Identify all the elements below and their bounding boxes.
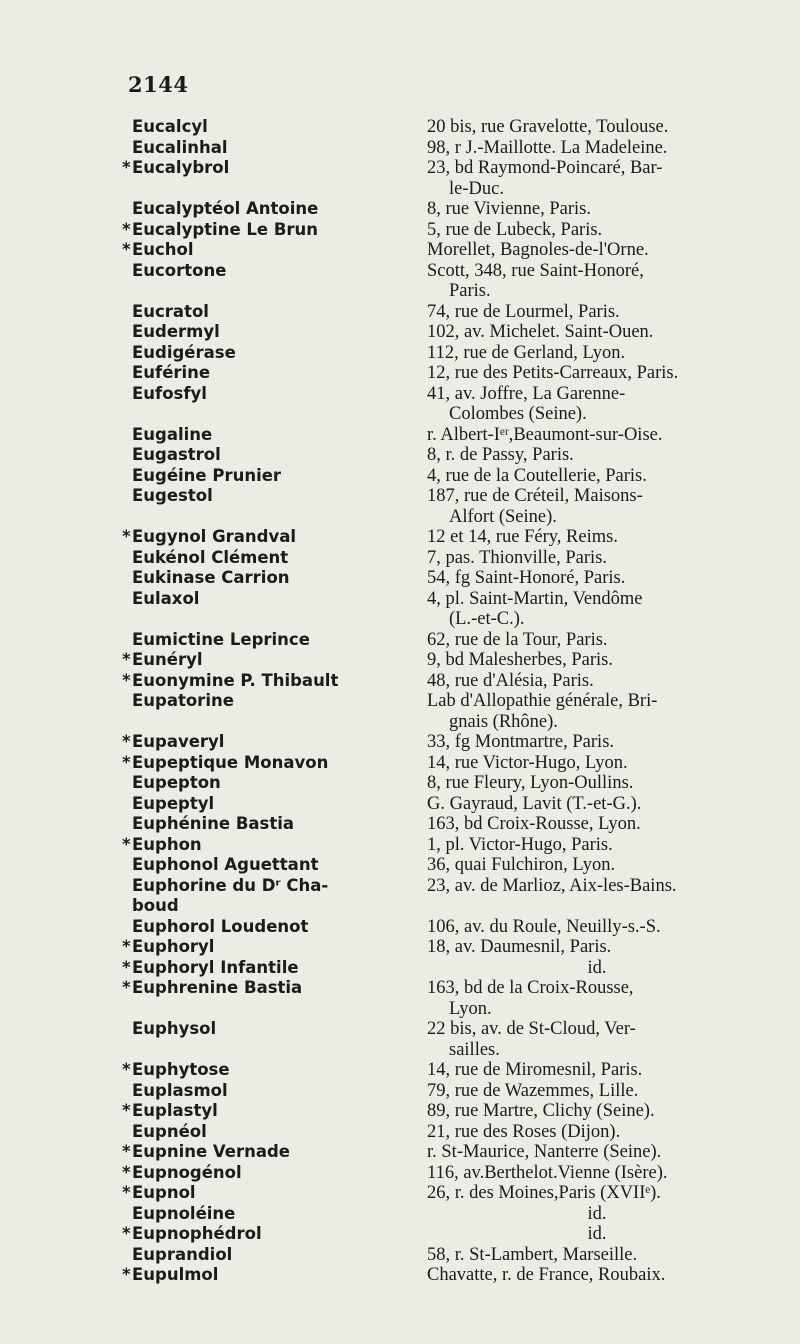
entry-address — [427, 220, 767, 241]
entry-address — [427, 732, 767, 753]
entry-address-continuation: le-Duc. — [449, 178, 504, 199]
entry-address — [427, 1081, 767, 1102]
entry-address-text: 20 bis, rue Gravelotte, Toulouse. — [427, 117, 669, 137]
list-item — [120, 445, 780, 466]
entry-name — [120, 1060, 427, 1081]
entry-name — [120, 117, 427, 138]
entry-address — [427, 199, 767, 220]
list-item — [120, 876, 780, 917]
entry-list — [120, 117, 780, 1286]
entry-name-text: Eumictine Leprince — [132, 629, 310, 649]
list-item — [120, 486, 780, 527]
entry-name — [120, 794, 427, 815]
entry-address-text: id. — [587, 1203, 607, 1224]
entry-name — [120, 1265, 427, 1286]
entry-address — [427, 978, 767, 1019]
entry-name — [120, 958, 427, 979]
entry-name-continuation: boud — [132, 896, 179, 915]
entry-name — [120, 917, 427, 938]
entry-address-continuation: Lyon. — [449, 998, 492, 1019]
entry-address-text: 187, rue de Créteil, Maisons- — [427, 486, 643, 506]
entry-name-text: Eukénol Clément — [132, 547, 289, 567]
entry-address-text: Scott, 348, rue Saint-Honoré, — [427, 260, 644, 281]
entry-address-text: 98, r J.-Maillotte. La Madeleine. — [427, 137, 668, 158]
list-item — [120, 1122, 780, 1143]
entry-name — [120, 1081, 427, 1102]
entry-name-text: Eudermyl — [132, 322, 220, 341]
list-item — [120, 1081, 780, 1102]
entry-name-text: Euplasmol — [132, 1080, 228, 1100]
list-item — [120, 158, 780, 199]
entry-address-text: r. St-Maurice, Nanterre (Seine). — [427, 1142, 662, 1162]
entry-address-text: 14, rue Victor-Hugo, Lyon. — [427, 752, 628, 773]
entry-address-text: 48, rue d'Alésia, Paris. — [427, 670, 594, 691]
entry-name-text: Eucalyptine Le Brun — [132, 219, 319, 239]
list-item — [120, 220, 780, 241]
entry-name-text: Eugastrol — [132, 445, 221, 464]
entry-address-text: 8, rue Fleury, Lyon-Oullins. — [427, 773, 634, 793]
entry-name-text: Eupnoléine — [132, 1203, 236, 1223]
entry-name — [120, 876, 427, 917]
entry-name — [120, 363, 427, 384]
entry-name-text: Eupnogénol — [132, 1162, 242, 1182]
list-item — [120, 835, 780, 856]
entry-address — [427, 1245, 767, 1266]
entry-address — [427, 384, 767, 425]
entry-name-text: Eucalybrol — [132, 158, 230, 177]
list-item — [120, 199, 780, 220]
entry-name-text: Euphytose — [132, 1060, 230, 1079]
entry-name-text: Eudigérase — [132, 342, 236, 362]
entry-address-text: 62, rue de la Tour, Paris. — [427, 629, 608, 650]
entry-address — [427, 158, 767, 199]
list-item — [120, 425, 780, 446]
entry-address — [427, 814, 767, 835]
entry-address-text: 79, rue de Wazemmes, Lille. — [427, 1080, 639, 1101]
entry-name — [120, 1183, 427, 1204]
entry-address-text: 89, rue Martre, Clichy (Seine). — [427, 1101, 655, 1121]
entry-address — [427, 589, 767, 630]
entry-address-text: 163, bd de la Croix-Rousse, — [427, 978, 634, 998]
list-item — [120, 527, 780, 548]
entry-name-text: Eukinase Carrion — [132, 568, 290, 587]
entry-address — [427, 1060, 767, 1081]
list-item — [120, 671, 780, 692]
entry-address-text: 106, av. du Roule, Neuilly-s.-S. — [427, 916, 661, 937]
entry-address-text: 8, rue Vivienne, Paris. — [427, 199, 591, 219]
entry-address-text: 12 et 14, rue Féry, Reims. — [427, 527, 618, 547]
list-item — [120, 261, 780, 302]
entry-address — [427, 630, 767, 651]
entry-address-text: 12, rue des Petits-Carreaux, Paris. — [427, 363, 679, 383]
entry-name-text: Eucalcyl — [132, 117, 208, 136]
entry-name — [120, 527, 427, 548]
list-item — [120, 589, 780, 630]
list-item — [120, 1245, 780, 1266]
entry-name — [120, 1019, 427, 1040]
list-item — [120, 937, 780, 958]
entry-address — [427, 1163, 767, 1184]
entry-address — [427, 486, 767, 527]
entry-name — [120, 1204, 427, 1225]
entry-address — [427, 835, 767, 856]
entry-address-text: 41, av. Joffre, La Garenne- — [427, 383, 626, 404]
entry-name-text: Eugestol — [132, 486, 213, 505]
entry-name-text: Eucalinhal — [132, 137, 228, 157]
entry-address-continuation: Paris. — [449, 281, 491, 301]
entry-address — [427, 425, 767, 446]
entry-address-text: 22 bis, av. de St-Cloud, Ver- — [427, 1019, 636, 1039]
entry-address-text: 36, quai Fulchiron, Lyon. — [427, 855, 616, 875]
entry-address-text: r. Albert-Iᵉʳ,Beaumont-sur-Oise. — [427, 424, 663, 445]
list-item — [120, 1204, 780, 1225]
entry-name-text: Eupulmol — [132, 1265, 219, 1284]
entry-name — [120, 425, 427, 446]
list-item — [120, 322, 780, 343]
entry-name — [120, 158, 427, 179]
entry-address — [427, 1204, 767, 1225]
list-item — [120, 753, 780, 774]
list-item — [120, 138, 780, 159]
entry-name — [120, 589, 427, 610]
entry-name-text: Euphorine du Dʳ Cha- — [132, 875, 329, 895]
entry-name-text: Euphoryl Infantile — [132, 957, 299, 977]
entry-address-text: id. — [587, 957, 607, 978]
entry-address — [427, 1142, 767, 1163]
entry-address — [427, 138, 767, 159]
entry-name-text: Euchol — [132, 240, 194, 259]
entry-name — [120, 548, 427, 569]
entry-address — [427, 343, 767, 364]
entry-address-continuation: (L.-et-C.). — [449, 609, 525, 629]
entry-address-text: Chavatte, r. de France, Roubaix. — [427, 1265, 666, 1285]
entry-address — [427, 855, 767, 876]
entry-address-continuation: gnais (Rhône). — [449, 711, 558, 732]
entry-name-text: Euphon — [132, 834, 202, 854]
entry-address — [427, 445, 767, 466]
entry-name-text: Eupepton — [132, 773, 221, 792]
list-item — [120, 1019, 780, 1060]
list-item — [120, 1142, 780, 1163]
entry-address-text: 5, rue de Lubeck, Paris. — [427, 219, 603, 240]
entry-name — [120, 814, 427, 835]
entry-address — [427, 917, 767, 938]
entry-address-text: 116, av.Berthelot.Vienne (Isère). — [427, 1162, 668, 1183]
entry-address-text: 54, fg Saint-Honoré, Paris. — [427, 568, 626, 588]
entry-name-text: Eucalyptéol Antoine — [132, 199, 319, 218]
entry-name — [120, 1224, 427, 1245]
entry-address-text: 23, bd Raymond-Poincaré, Bar- — [427, 158, 663, 178]
list-item — [120, 1265, 780, 1286]
entry-address — [427, 1019, 767, 1060]
list-item — [120, 773, 780, 794]
list-item — [120, 978, 780, 1019]
page-number: 2144 — [128, 72, 189, 97]
entry-name — [120, 855, 427, 876]
entry-name — [120, 138, 427, 159]
list-item — [120, 302, 780, 323]
entry-name — [120, 630, 427, 651]
entry-name — [120, 732, 427, 753]
entry-name-text: Eupnophédrol — [132, 1224, 262, 1243]
entry-address — [427, 876, 767, 897]
entry-address-text: 18, av. Daumesnil, Paris. — [427, 937, 612, 957]
entry-address — [427, 958, 767, 979]
list-item — [120, 1163, 780, 1184]
entry-name-text: Eupeptique Monavon — [132, 752, 329, 772]
entry-address — [427, 1183, 767, 1204]
entry-address — [427, 691, 767, 732]
entry-address-text: 7, pas. Thionville, Paris. — [427, 547, 608, 568]
entry-name-text: Euplastyl — [132, 1101, 218, 1120]
entry-name-text: Euphysol — [132, 1019, 217, 1038]
entry-name — [120, 691, 427, 712]
entry-address-text: G. Gayraud, Lavit (T.-et-G.). — [427, 793, 642, 814]
entry-address-text: 4, rue de la Coutellerie, Paris. — [427, 465, 647, 486]
entry-address-text: id. — [587, 1224, 607, 1244]
entry-address — [427, 1122, 767, 1143]
entry-name-text: Euphoryl — [132, 937, 215, 956]
entry-name — [120, 1122, 427, 1143]
entry-name — [120, 671, 427, 692]
entry-name — [120, 753, 427, 774]
entry-address — [427, 466, 767, 487]
entry-name — [120, 937, 427, 958]
entry-address-text: 33, fg Montmartre, Paris. — [427, 732, 615, 752]
list-item — [120, 466, 780, 487]
list-item — [120, 814, 780, 835]
entry-name-text: Eupnol — [132, 1183, 196, 1202]
entry-address — [427, 1101, 767, 1122]
list-item — [120, 548, 780, 569]
entry-name-text: Eugaline — [132, 424, 213, 444]
entry-name — [120, 322, 427, 343]
entry-address-text: 8, r. de Passy, Paris. — [427, 445, 574, 465]
list-item — [120, 1101, 780, 1122]
entry-address-text: 23, av. de Marlioz, Aix-les-Bains. — [427, 875, 677, 896]
list-item — [120, 917, 780, 938]
entry-address-text: Lab d'Allopathie générale, Bri- — [427, 691, 658, 711]
entry-address — [427, 753, 767, 774]
entry-address-text: 14, rue de Miromesnil, Paris. — [427, 1060, 643, 1080]
entry-address — [427, 937, 767, 958]
list-item — [120, 343, 780, 364]
entry-name-text: Euphonol Aguettant — [132, 855, 319, 874]
entry-address-text: 102, av. Michelet. Saint-Ouen. — [427, 322, 654, 342]
entry-name — [120, 220, 427, 241]
entry-address-text: 4, pl. Saint-Martin, Vendôme — [427, 588, 643, 609]
entry-address — [427, 794, 767, 815]
list-item — [120, 568, 780, 589]
entry-address-text: Morellet, Bagnoles-de-l'Orne. — [427, 240, 649, 260]
entry-address — [427, 671, 767, 692]
entry-name-text: Euphrenine Bastia — [132, 978, 303, 997]
list-item — [120, 1183, 780, 1204]
entry-name-text: Eupnéol — [132, 1121, 207, 1141]
entry-name — [120, 1245, 427, 1266]
entry-name-text: Eulaxol — [132, 588, 200, 608]
entry-address — [427, 302, 767, 323]
entry-name-text: Eugynol Grandval — [132, 527, 296, 546]
entry-address-text: 9, bd Malesherbes, Paris. — [427, 650, 613, 670]
entry-address — [427, 773, 767, 794]
entry-name — [120, 773, 427, 794]
entry-name — [120, 261, 427, 282]
list-item — [120, 650, 780, 671]
entry-name-text: Euphorol Loudenot — [132, 916, 309, 936]
list-item — [120, 794, 780, 815]
entry-name — [120, 199, 427, 220]
entry-address-text: 74, rue de Lourmel, Paris. — [427, 301, 620, 322]
entry-name-text: Eugéine Prunier — [132, 465, 282, 485]
entry-name-text: Eupaveryl — [132, 732, 225, 751]
list-item — [120, 1060, 780, 1081]
entry-name-text: Euonymine P. Thibault — [132, 670, 339, 690]
list-item — [120, 732, 780, 753]
entry-address-text: 112, rue de Gerland, Lyon. — [427, 342, 626, 363]
entry-address — [427, 363, 767, 384]
list-item — [120, 630, 780, 651]
entry-address-continuation: sailles. — [449, 1039, 500, 1060]
entry-name — [120, 1101, 427, 1122]
list-item — [120, 240, 780, 261]
entry-name — [120, 486, 427, 507]
list-item — [120, 117, 780, 138]
list-item — [120, 363, 780, 384]
entry-address-text: 26, r. des Moines,Paris (XVIIᵉ). — [427, 1183, 661, 1203]
entry-name — [120, 343, 427, 364]
entry-name-text: Euférine — [132, 363, 211, 382]
list-item — [120, 691, 780, 732]
entry-name-text: Eupatorine — [132, 691, 234, 710]
entry-name — [120, 466, 427, 487]
entry-name — [120, 302, 427, 323]
entry-name-text: Eunéryl — [132, 650, 203, 669]
entry-address — [427, 261, 767, 302]
entry-name-text: Eupeptyl — [132, 793, 215, 813]
entry-address — [427, 568, 767, 589]
entry-name-text: Eucortone — [132, 260, 227, 280]
entry-name — [120, 384, 427, 405]
entry-address-continuation: Colombes (Seine). — [449, 404, 587, 424]
entry-name-text: Eucratol — [132, 301, 209, 321]
entry-name — [120, 240, 427, 261]
entry-name-text: Euphénine Bastia — [132, 814, 295, 833]
entry-address-continuation: Alfort (Seine). — [449, 506, 557, 527]
entry-address-text: 21, rue des Roses (Dijon). — [427, 1121, 621, 1142]
entry-address-text: 1, pl. Victor-Hugo, Paris. — [427, 834, 613, 855]
entry-address-text: 58, r. St-Lambert, Marseille. — [427, 1244, 638, 1265]
entry-name-text: Eufosfyl — [132, 383, 207, 403]
entry-address — [427, 240, 767, 261]
entry-name — [120, 1163, 427, 1184]
entry-name-text: Euprandiol — [132, 1244, 233, 1264]
entry-name — [120, 568, 427, 589]
entry-name — [120, 978, 427, 999]
list-item — [120, 384, 780, 425]
entry-name — [120, 835, 427, 856]
entry-name — [120, 1142, 427, 1163]
list-item — [120, 855, 780, 876]
list-item — [120, 1224, 780, 1245]
entry-name — [120, 445, 427, 466]
entry-address — [427, 1224, 767, 1245]
entry-address — [427, 527, 767, 548]
list-item — [120, 958, 780, 979]
entry-address-text: 163, bd Croix-Rousse, Lyon. — [427, 814, 641, 834]
entry-address — [427, 117, 767, 138]
entry-name-text: Eupnine Vernade — [132, 1142, 290, 1161]
entry-address — [427, 322, 767, 343]
entry-address — [427, 650, 767, 671]
entry-address — [427, 548, 767, 569]
entry-address — [427, 1265, 767, 1286]
entry-name — [120, 650, 427, 671]
